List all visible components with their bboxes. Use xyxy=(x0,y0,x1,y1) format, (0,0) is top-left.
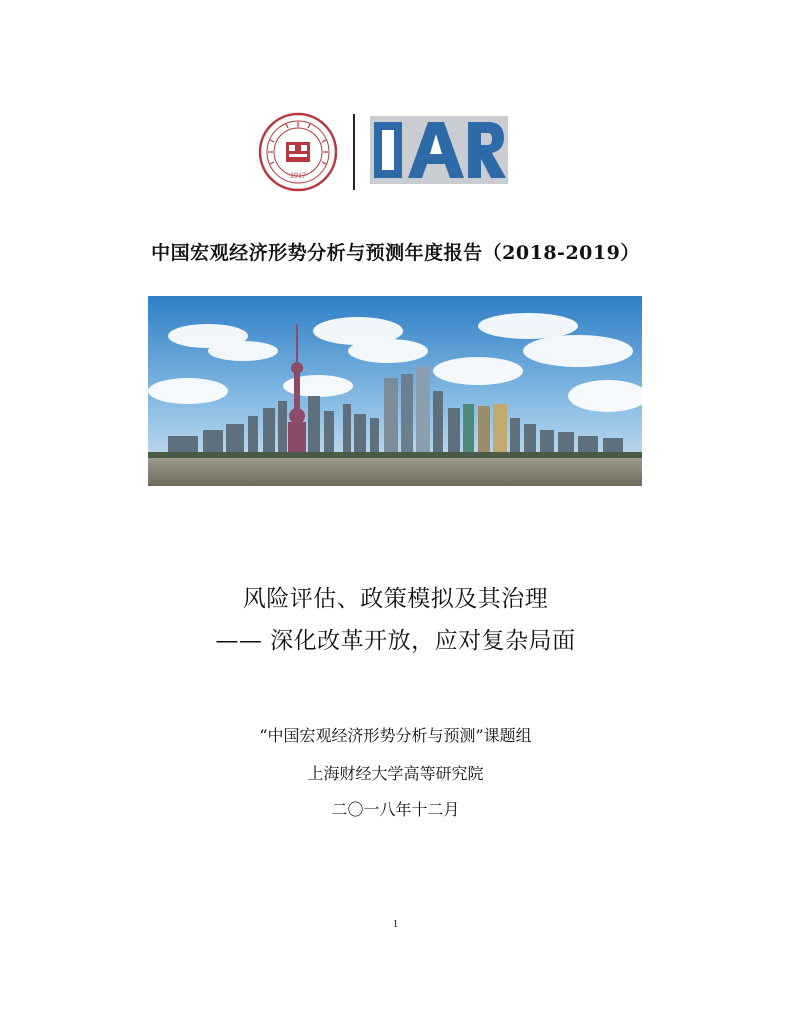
university-seal-logo xyxy=(258,112,338,192)
logo-row xyxy=(258,112,510,192)
research-group-credit: “中国宏观经济形势分析与预测”课题组 xyxy=(259,726,532,745)
shanghai-skyline-photo xyxy=(148,296,642,486)
main-title: 风险评估、政策模拟及其治理 xyxy=(242,586,549,612)
publication-date: 二〇一八年十二月 xyxy=(331,800,460,819)
sub-title: —— 深化改革开放，应对复杂局面 xyxy=(215,628,576,654)
page-number: 1 xyxy=(392,918,399,930)
iar-institute-logo xyxy=(370,116,508,184)
institution-credit: 上海财经大学高等研究院 xyxy=(307,764,484,783)
seal-year: 1917 xyxy=(290,171,306,180)
logo-divider xyxy=(353,114,355,190)
report-title: 中国宏观经济形势分析与预测年度报告（2018-2019） xyxy=(151,242,640,264)
